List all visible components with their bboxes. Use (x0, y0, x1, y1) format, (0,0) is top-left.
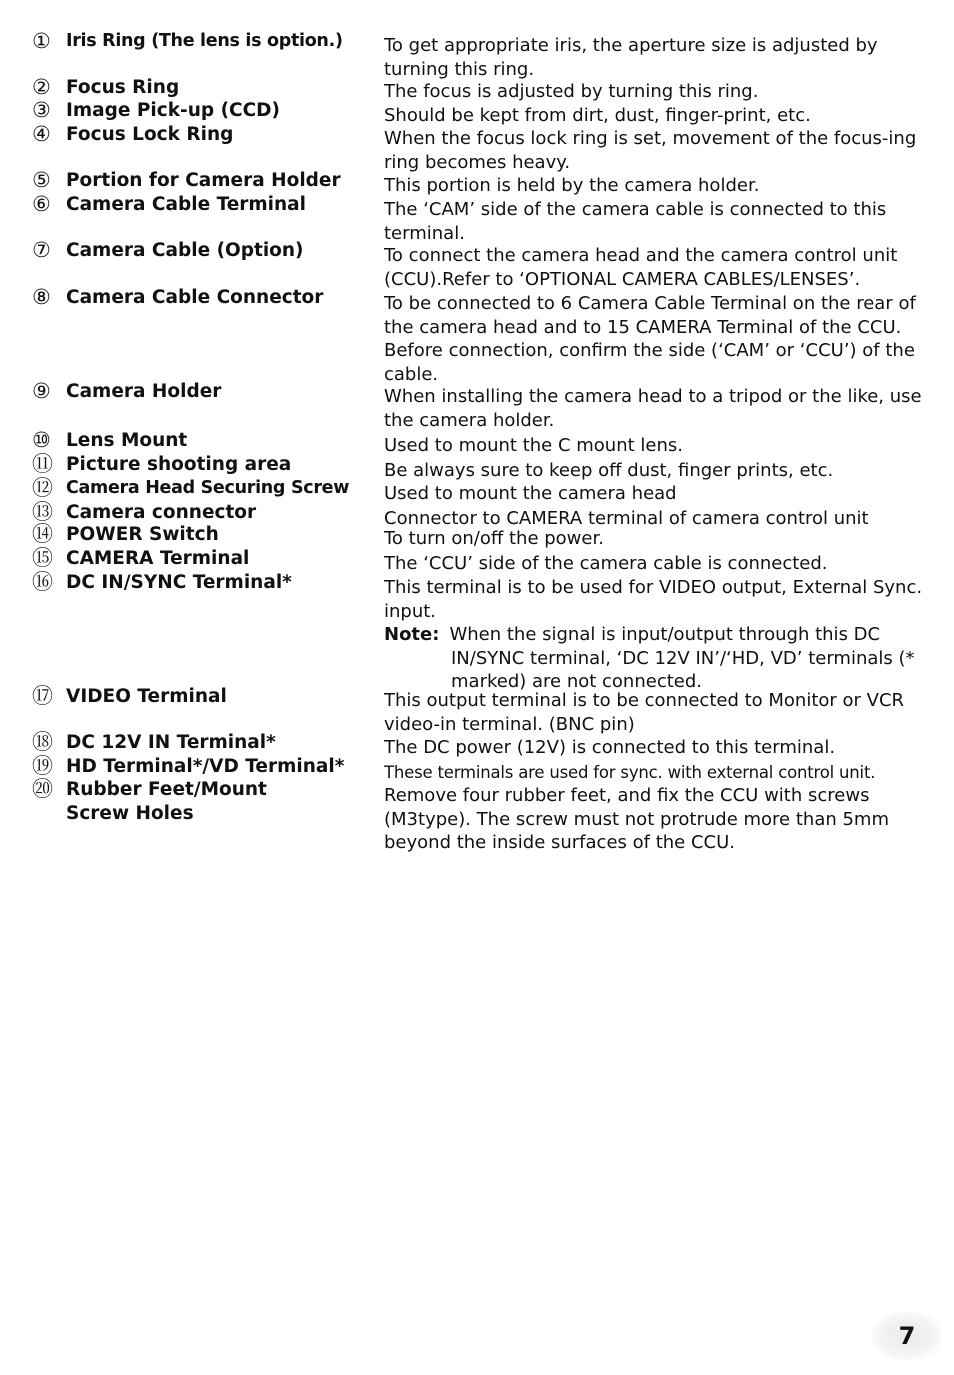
note-text: When the signal is input/output through this DC (449, 624, 881, 645)
desc-picture-shooting-area: Be always sure to keep off dust, finger prints, etc. (384, 460, 834, 481)
item-number: ③ (32, 98, 51, 122)
term-hd-vd-terminal (32, 755, 362, 779)
desc-camera-connector: Connector to CAMERA terminal of camera control unit (384, 508, 869, 529)
item-number: ⑲ (32, 754, 53, 778)
term-label: POWER Switch (66, 524, 219, 545)
desc-camera-holder: When installing the camera head to a tripod or the like, use the camera holder. (384, 386, 922, 431)
item-number: ④ (32, 122, 51, 146)
term-label: CAMERA Terminal (66, 548, 250, 569)
term-camera-connector (32, 501, 362, 525)
term-label: Camera Cable Terminal (66, 194, 307, 215)
desc-iris-ring: To get appropriate iris, the aperture size is adjusted by turning this ring. (384, 35, 878, 80)
item-number: ⑫ (32, 476, 53, 500)
desc-focus-ring: The focus is adjusted by turning this ring. (384, 81, 759, 102)
item-number: ⑧ (32, 285, 51, 309)
term-label: VIDEO Terminal (66, 686, 227, 707)
term-focus-ring (32, 76, 362, 100)
term-label: DC 12V IN Terminal* (66, 732, 276, 753)
term-label: Focus Ring (66, 77, 180, 98)
term-dc-12v-in-terminal (32, 731, 362, 755)
item-number: ⑤ (32, 168, 51, 192)
term-label: DC IN/SYNC Terminal* (66, 572, 292, 593)
term-label: Camera Cable (Option) (66, 240, 304, 261)
term-label: HD Terminal*/VD Terminal* (66, 756, 345, 777)
term-label: Portion for Camera Holder (66, 170, 341, 191)
term-label: Picture shooting area (66, 454, 292, 475)
term-label: Camera Holder (66, 381, 222, 402)
item-number: ⑮ (32, 546, 53, 570)
desc-lens-mount: Used to mount the C mount lens. (384, 435, 683, 456)
item-number: ⑯ (32, 570, 53, 594)
item-number: ⑥ (32, 192, 51, 216)
item-number: ⑩ (32, 428, 51, 452)
note-label: Note: (384, 624, 440, 645)
term-image-pickup (32, 99, 362, 123)
term-lens-mount (32, 429, 362, 453)
term-focus-lock-ring (32, 123, 362, 147)
note (384, 623, 929, 647)
item-number: ② (32, 75, 51, 99)
desc-video-terminal: This output terminal is to be connected to Monitor or VCR video-in terminal. (BNC pin) (384, 690, 905, 735)
item-number: ⑭ (32, 522, 53, 546)
term-power-switch (32, 523, 362, 547)
term-video-terminal (32, 685, 362, 709)
desc-camera-terminal: The ‘CCU’ side of the camera cable is connected. (384, 553, 828, 574)
item-number: ⑦ (32, 238, 51, 262)
term-label: Image Pick-up (CCD) (66, 100, 280, 121)
desc-camera-cable-terminal: The ‘CAM’ side of the camera cable is connected to this terminal. (384, 199, 887, 244)
term-picture-shooting-area (32, 453, 362, 477)
desc-portion-camera-holder: This portion is held by the camera holder. (384, 175, 760, 196)
desc-camera-cable-connector: To be connected to 6 Camera Cable Terminal on the rear of the camera head and to 15 CAMERA Terminal of the CCU. Before connection, confirm the side (‘CAM’ or ‘CCU’) of the cable. (384, 293, 916, 385)
term-label: Camera Cable Connector (66, 287, 324, 308)
item-number: ⑨ (32, 379, 51, 403)
item-number: ⑳ (32, 777, 53, 801)
term-camera-cable-terminal (32, 193, 362, 217)
term-label: Lens Mount (66, 430, 188, 451)
item-number: ① (32, 29, 51, 53)
term-camera-holder (32, 380, 362, 404)
item-number: ⑰ (32, 684, 53, 708)
desc-focus-lock-ring: When the focus lock ring is set, movement of the focus-ing ring becomes heavy. (384, 128, 917, 173)
item-number: ⑱ (32, 730, 53, 754)
term-iris-ring (32, 30, 362, 54)
term-camera-terminal (32, 547, 362, 571)
term-camera-cable-connector (32, 286, 362, 310)
term-label: Rubber Feet/Mount Screw Holes (66, 779, 267, 824)
page-number-badge (872, 1312, 942, 1360)
desc-text: This terminal is to be used for VIDEO output, External Sync. input. (384, 577, 923, 622)
desc-image-pickup: Should be kept from dirt, dust, finger-print, etc. (384, 105, 811, 126)
term-label: Camera Head Securing Screw (66, 478, 350, 498)
term-camera-cable (32, 239, 362, 263)
desc-power-switch: To turn on/off the power. (384, 528, 604, 549)
item-number: ⑪ (32, 452, 53, 476)
desc-camera-cable: To connect the camera head and the camera control unit (CCU).Refer to ‘OPTIONAL CAMERA CABLES/LENSES’. (384, 245, 898, 290)
item-number: ⑬ (32, 500, 53, 524)
page-number: 7 (898, 1322, 916, 1350)
desc-hd-vd-terminal: These terminals are used for sync. with external control unit. (384, 763, 876, 782)
desc-dc-in-sync-terminal (384, 576, 929, 694)
term-rubber-feet (32, 778, 332, 825)
term-label: Iris Ring (The lens is option.) (66, 31, 343, 51)
desc-camera-head-securing-screw: Used to mount the camera head (384, 483, 677, 504)
term-label: Focus Lock Ring (66, 124, 234, 145)
desc-rubber-feet: Remove four rubber feet, and fix the CCU with screws (M3type). The screw must not protrude more than 5mm beyond the inside surfaces of the CCU. (384, 785, 890, 853)
term-label: Camera connector (66, 502, 257, 523)
term-portion-camera-holder (32, 169, 362, 193)
term-camera-head-securing-screw (32, 477, 362, 501)
term-dc-in-sync-terminal (32, 571, 362, 595)
desc-dc-12v-in-terminal: The DC power (12V) is connected to this terminal. (384, 737, 836, 758)
note-continuation: IN/SYNC terminal, ‘DC 12V IN’/‘HD, VD’ terminals (* marked) are not connected. (451, 647, 915, 692)
